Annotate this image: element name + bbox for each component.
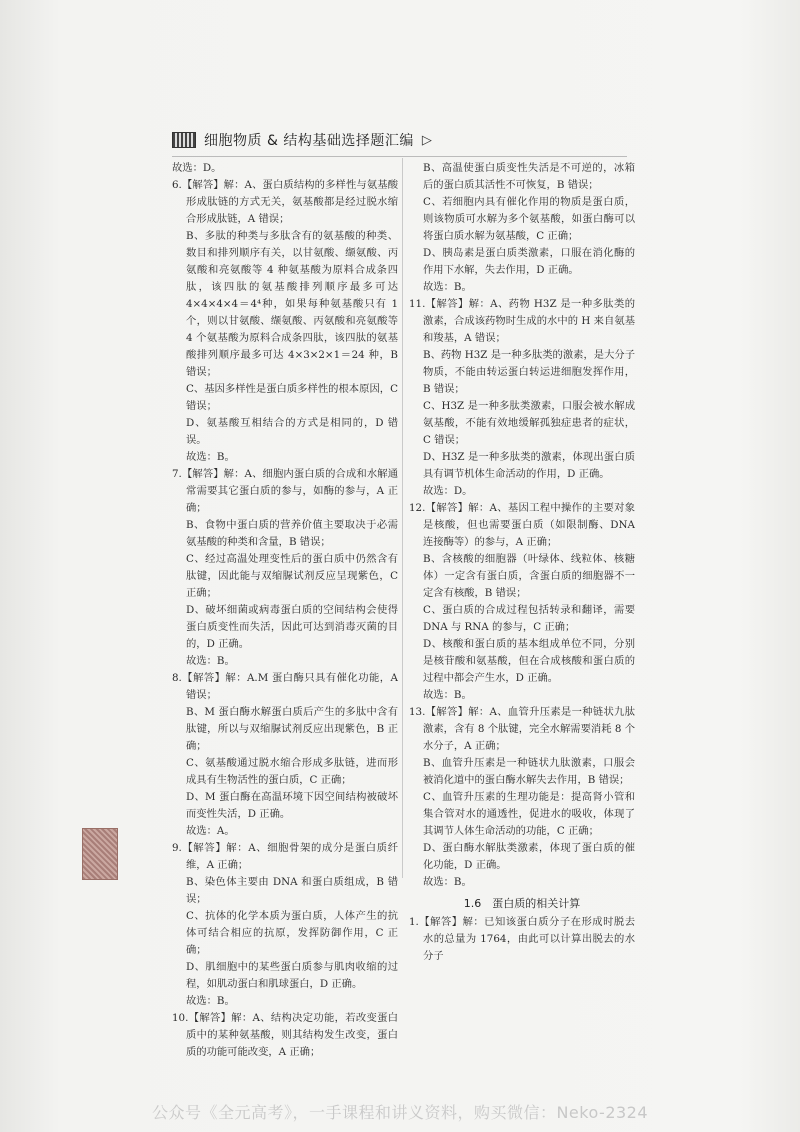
answer-item: 1.【解答】解：已知该蛋白质分子在形成时脱去水的总量为 1764，由此可以计算出脱去的水分子 <box>409 916 635 962</box>
answer-item: 6.【解答】解：A、蛋白质结构的多样性与氨基酸形成肽链的方式无关，氨基酸都是经过脱水缩合形成肽链，A 错误； <box>172 179 398 225</box>
answer-line: C、经过高温处理变性后的蛋白质中仍然含有肽键，因此能与双缩脲试剂反应呈现紫色，C 正确； <box>186 553 398 599</box>
answer-line: D、破坏细菌或病毒蛋白质的空间结构会使得蛋白质变性而失活，因此可达到消毒灭菌的目的，D 正确。 <box>186 604 398 650</box>
seal-stamp <box>82 828 118 880</box>
answer-line: C、H3Z 是一种多肽类激素，口服会被水解成氨基酸，不能有效地缓解孤独症患者的症状，C 错误； <box>423 400 635 446</box>
answer-line: B、M 蛋白酶水解蛋白质后产生的多肽中含有肽键，所以与双缩脲试剂反应出现紫色，B 正确； <box>186 706 398 752</box>
answer-line: B、食物中蛋白质的营养价值主要取决于必需氨基酸的种类和含量，B 错误； <box>186 519 398 548</box>
answer-line: D、H3Z 是一种多肽类的激素，体现出蛋白质具有调节机体生命活动的作用，D 正确。 <box>423 451 635 480</box>
answer-line: C、蛋白质的合成过程包括转录和翻译，需要 DNA 与 RNA 的参与，C 正确； <box>423 604 635 633</box>
answer-line: 故选：B。 <box>423 689 472 701</box>
answer-item: 8.【解答】解：A.M 蛋白酶只具有催化功能，A 错误； <box>172 672 398 701</box>
answer-item: 12.【解答】解：A、基因工程中操作的主要对象是核酸，但也需要蛋白质（如限制酶、DNA 连接酶等）的参与，A 正确； <box>409 502 635 548</box>
footer-watermark-text: 公众号《全元高考》，一手课程和讲义资料，购买微信：Neko-2324 <box>151 1103 649 1122</box>
left-column <box>172 160 398 1061</box>
answer-line: B、药物 H3Z 是一种多肽类的激素，是大分子物质，不能由转运蛋白转运进细胞发挥作用，B 错误； <box>423 349 635 395</box>
answer-line: D、核酸和蛋白质的基本组成单位不同，分别是核苷酸和氨基酸，但在合成核酸和蛋白质的过程中都会产生水，D 正确。 <box>423 638 635 684</box>
answer-line: C、血管升压素的生理功能是：提高肾小管和集合管对水的通透性，促进水的吸收，体现了其调节人体生命活动的功能，C 正确； <box>423 791 635 837</box>
answer-item: 10.【解答】解：A、结构决定功能，若改变蛋白质中的某种氨基酸，则其结构发生改变，蛋白质的功能可能改变，A 正确； <box>172 1012 398 1058</box>
page-header <box>172 130 432 150</box>
answer-line: 故选：B。 <box>186 655 235 667</box>
qr-logo-icon <box>172 132 196 148</box>
answer-line: B、含核酸的细胞器（叶绿体、线粒体、核糖体）一定含有蛋白质，含蛋白质的细胞器不一定含有核酸，B 错误； <box>423 553 635 599</box>
answer-item: 11.【解答】解：A、药物 H3Z 是一种多肽类的激素，合成该药物时生成的水中的 H 来自氨基和羧基，A 错误； <box>409 298 635 344</box>
answer-line: B、多肽的种类与多肽含有的氨基酸的种类、数目和排列顺序有关，以甘氨酸、缬氨酸、丙氨酸和亮氨酸等 4 种氨基酸为原料合成条四肽，该四肽的氨基酸排列顺序最多可达 4×4×4×4＝4⁴种，如果每种氨基酸只有 1 个，则以甘氨酸、缬氨酸、丙氨酸和亮氨酸等 4 个氨基酸为原料合成条四肽，该四肽的氨基酸排列顺序最多可达 4×3×2×1＝24 种，B 错误； <box>186 230 398 378</box>
answer-line: 故选：B。 <box>423 876 472 888</box>
answer-item: 7.【解答】解：A、细胞内蛋白质的合成和水解通常需要其它蛋白质的参与，如酶的参与，A 正确； <box>172 468 398 514</box>
column-divider <box>402 158 403 878</box>
answer-line: D、M 蛋白酶在高温环境下因空间结构被破坏而变性失活，D 正确。 <box>186 791 398 820</box>
answer-line: 故选：B。 <box>186 995 235 1007</box>
header-rule <box>172 156 627 157</box>
answer-line: 故选：D。 <box>172 162 222 174</box>
section-title: 1.6 蛋白质的相关计算 <box>463 897 581 910</box>
answer-item: 13.【解答】解：A、血管升压素是一种链状九肽激素，含有 8 个肽键，完全水解需要消耗 8 个水分子，A 正确； <box>409 706 635 752</box>
answer-line: 故选：B。 <box>423 281 472 293</box>
answer-line: C、若细胞内具有催化作用的物质是蛋白质，则该物质可水解为多个氨基酸，如蛋白酶可以将蛋白质水解为氨基酸，C 正确； <box>423 196 635 242</box>
answer-line: D、蛋白酶水解肽类激素，体现了蛋白质的催化功能，D 正确。 <box>423 842 635 871</box>
answer-item: 9.【解答】解：A、细胞骨架的成分是蛋白质纤维，A 正确； <box>172 842 398 871</box>
answer-line: D、氨基酸互相结合的方式是相同的，D 错误。 <box>186 417 398 446</box>
answer-line: D、胰岛素是蛋白质类激素，口服在消化酶的作用下水解，失去作用，D 正确。 <box>423 247 635 276</box>
page-title: 细胞物质 & 结构基础选择题汇编 <box>204 133 414 149</box>
answer-line: 故选：B。 <box>186 451 235 463</box>
answer-line: C、氨基酸通过脱水缩合形成多肽链，进而形成具有生物活性的蛋白质，C 正确； <box>186 757 398 786</box>
answer-line: C、基因多样性是蛋白质多样性的根本原因，C 错误； <box>186 383 398 412</box>
answer-line: B、染色体主要由 DNA 和蛋白质组成，B 错误； <box>186 876 398 905</box>
answer-line: C、抗体的化学本质为蛋白质，人体产生的抗体可结合相应的抗原，发挥防御作用，C 正确； <box>186 910 398 956</box>
answer-line: 故选：D。 <box>423 485 473 497</box>
answer-line: 故选：A。 <box>186 825 235 837</box>
play-arrow-icon: ▷ <box>421 132 432 148</box>
right-column <box>409 160 635 965</box>
answer-line: B、血管升压素是一种链状九肽激素，口服会被消化道中的蛋白酶水解失去作用，B 错误； <box>423 757 635 786</box>
answer-line: D、肌细胞中的某些蛋白质参与肌肉收缩的过程，如肌动蛋白和肌球蛋白，D 正确。 <box>186 961 398 990</box>
answer-line: B、高温使蛋白质变性失活是不可逆的，冰箱后的蛋白质其活性不可恢复，B 错误； <box>423 162 635 191</box>
